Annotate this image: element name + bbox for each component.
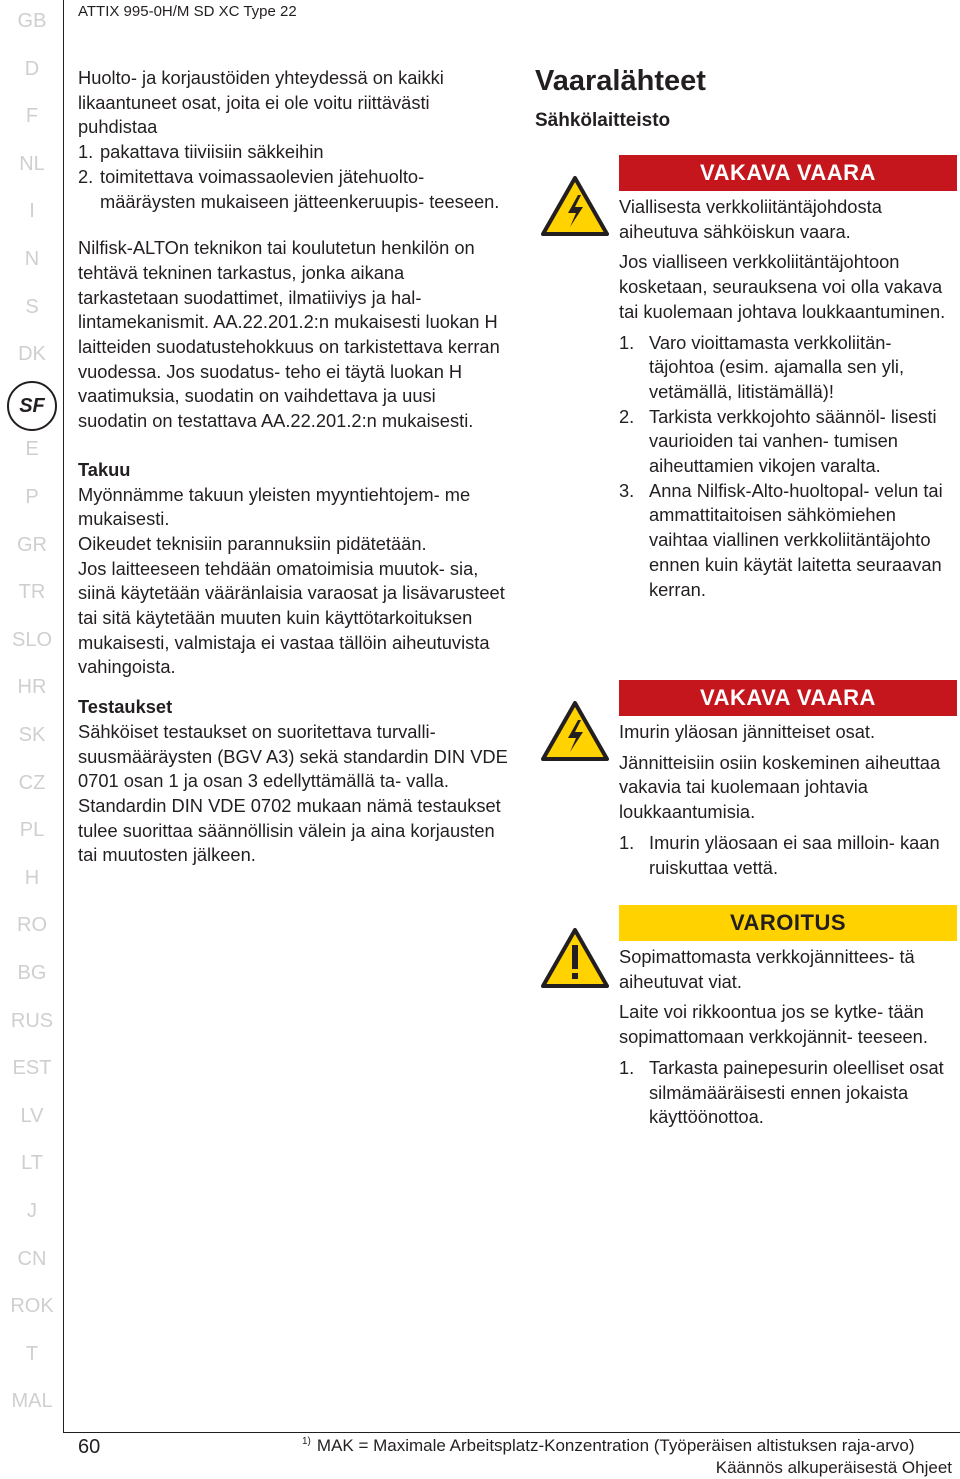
- footnote-mark: 1): [302, 1436, 311, 1447]
- language-tab-slo: SLO: [11, 628, 53, 651]
- warranty-text: Oikeudet teknisiin parannuksiin pidätetään.: [78, 532, 427, 554]
- hazard-steps: [619, 1056, 957, 1130]
- language-tab-p: P: [25, 486, 39, 508]
- language-tab-cz: CZ: [18, 771, 46, 794]
- hazard-step: 2. Tarkista verkkojohto säännöl- lisesti vaurioiden tai vanhen- tumisen aiheuttamien vikojen varalta.: [619, 405, 937, 477]
- language-tab-tr: TR: [18, 581, 46, 604]
- warranty-text: Jos laitteeseen tehdään omatoimisia muutok- sia, siinä käytetään vääränlaisia varaosat ja lisävarusteet tai sitä käytetään muuten kuin käyttötarkoituksen mukaisesti, valmistaja ei vastaa tällöin aiheutuvista vahingoista.: [78, 557, 505, 678]
- warning-banner: VAROITUS: [619, 905, 957, 941]
- high-voltage-icon: [541, 700, 609, 762]
- disposal-step: 2. toimitettava voimassaolevien jätehuolto- määräysten mukaiseen jätteenkeruupis- teeseen.: [78, 165, 500, 212]
- hazard-step: 3. Anna Nilfisk-Alto-huoltopal- velun tai ammattitaitoisen sähkömiehen vaihtaa viallinen verkkoliitäntäjohto ennen kuin käytät laitetta seuraavan kerran.: [619, 479, 943, 600]
- language-tab-hr: HR: [17, 676, 47, 699]
- hazard-steps: [619, 831, 957, 880]
- language-tab-cn: CN: [17, 1247, 47, 1270]
- hazard-step: 1. Imurin yläosaan ei saa milloin- kaan ruiskuttaa vettä.: [619, 831, 940, 878]
- language-tab-mal: MAL: [11, 1390, 53, 1413]
- language-tab-t: T: [25, 1342, 39, 1365]
- language-tab-d: D: [24, 57, 40, 80]
- language-tab-lt: LT: [21, 1152, 43, 1175]
- warranty-text: Myönnämme takuun yleisten myyntiehtojem- me mukaisesti.: [78, 483, 471, 530]
- language-tab-bg: BG: [17, 962, 47, 984]
- high-voltage-icon: [541, 175, 609, 237]
- hazard-step: 1. Tarkasta painepesurin oleelliset osat silmämääräisesti ennen jokaista käyttöönottoa.: [619, 1056, 944, 1128]
- disposal-step: 1. pakattava tiiviisiin säkkeihin: [78, 141, 324, 163]
- danger-banner: VAKAVA VAARA: [619, 680, 957, 716]
- section-subtitle: Sähkölaitteisto: [535, 110, 671, 131]
- exclamation-warning-icon: [541, 927, 609, 989]
- footnote: [302, 1436, 915, 1456]
- danger-banner: VAKAVA VAARA: [619, 155, 957, 191]
- hazard-step: 1. Varo vioittamasta verkkoliitän- täjohtoa (esim. ajamalla sen yli, vetämällä, litistämällä)!: [619, 331, 905, 402]
- hazard-text: Jännitteisiin osiin koskeminen aiheuttaa vakavia tai kuolemaan johtavia loukkaantumisia.: [619, 751, 941, 823]
- language-tab-e: E: [25, 438, 39, 461]
- language-tab-lv: LV: [20, 1104, 44, 1127]
- hazard-text: Laite voi rikkoontua jos se kytke- tään sopimattomaan verkkojännit- teeseen.: [619, 1001, 928, 1048]
- language-tab-rus: RUS: [10, 1009, 54, 1032]
- hazard-text: Imurin yläosan jännitteiset osat.: [619, 721, 876, 742]
- hazard-text: Viallisesta verkkoliitäntäjohdosta aiheutuva sähköiskun vaara.: [619, 196, 882, 242]
- language-tab-j: J: [27, 1200, 37, 1222]
- hazard-steps: [619, 331, 957, 603]
- language-tab-gr: GR: [17, 533, 47, 556]
- document-title: ATTIX 995-0H/M SD XC Type 22: [78, 3, 297, 20]
- language-tab-ro: RO: [17, 914, 47, 937]
- language-tab-rok: ROK: [10, 1295, 54, 1318]
- left-column: [78, 66, 508, 868]
- language-tab-i: I: [29, 200, 35, 223]
- language-tab-f: F: [25, 105, 39, 128]
- disposal-intro: Huolto- ja korjaustöiden yhteydessä on kaikki likaantuneet osat, joita ei ole voitu riittävästi puhdistaa: [78, 67, 444, 138]
- section-title: Vaaralähteet: [535, 65, 706, 97]
- margin-rule: [63, 0, 64, 1432]
- right-column: [535, 63, 960, 134]
- footnote-text: MAK = Maximale Arbeitsplatz-Konzentration (Työperäisen altistuksen raja-arvo): [316, 1436, 915, 1455]
- language-tab-s: S: [25, 295, 39, 318]
- page-number: 60: [78, 1436, 101, 1458]
- translation-note: Käännös alkuperäisestä Ohjeet: [715, 1458, 952, 1477]
- warranty-heading: Takuu: [78, 458, 131, 480]
- hazard-text: Jos vialliseen verkkoliitäntäjohtoon kosketaan, seurauksena voi olla vakava tai kuolemaan johtava loukkaantuminen.: [619, 251, 946, 322]
- language-tab-sk: SK: [18, 724, 46, 746]
- footer-rule: [63, 1432, 960, 1433]
- language-tab-nl: NL: [19, 152, 45, 175]
- language-tab-gb: GB: [17, 10, 47, 32]
- language-tab-sf: SF: [0, 391, 64, 431]
- language-tab-pl: PL: [19, 819, 45, 842]
- language-tab-h: H: [24, 866, 40, 889]
- language-tab-dk: DK: [18, 343, 46, 366]
- testing-text: Sähköiset testaukset on suoritettava turvalli- suusmääräysten (BGV A3) sekä standardin DIN VDE 0701 osan 1 ja osan 3 edellyttämällä ta- valla. Standardin DIN VDE 0702 mukaan nämä testaukset tulee suorittaa säännöllisin välein ja aina korjausten tai muutosten jälkeen.: [78, 720, 508, 866]
- hazard-text: Sopimattomasta verkkojännittees- tä aiheutuvat viat.: [619, 946, 915, 992]
- testing-heading: Testaukset: [78, 696, 173, 718]
- language-tab-est: EST: [12, 1057, 52, 1080]
- disposal-steps: [78, 140, 508, 214]
- language-tab-n: N: [24, 248, 40, 270]
- inspection-paragraph: Nilfisk-ALTOn teknikon tai koulutetun henkilön on tehtävä tekninen tarkastus, jonka aikana tarkastetaan suodattimet, ilmatiiviys ja hal- lintamekanismit. AA.22.201.2:n mukaisesti luokan H laitteiden suodatustehokkuus on tarkistettava kerran vuodessa. Jos suodatus- teho ei täytä luokan H vaatimuksia, suodatin on vaihdettava ja uusi suodatin on testattava AA.22.201.2:n mukaisesti.: [78, 237, 500, 432]
